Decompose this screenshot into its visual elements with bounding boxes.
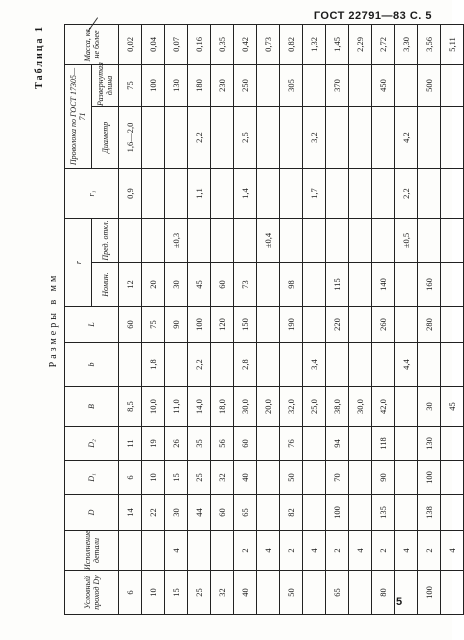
cell-r1 <box>326 169 349 219</box>
cell-d2: 76 <box>280 427 303 461</box>
cell-r1: 2,2 <box>395 169 418 219</box>
cell-du: 15 <box>165 571 188 615</box>
cell-l: 75 <box>142 307 165 343</box>
cell-d1: 32 <box>211 461 234 495</box>
cell-mass: 3,30 <box>395 24 418 64</box>
cell-d <box>211 107 234 169</box>
cell-dev <box>119 219 142 263</box>
cell-len <box>349 64 372 106</box>
cell-b: 32,0 <box>280 387 303 427</box>
cell-b <box>349 343 372 387</box>
cell-len <box>441 64 464 106</box>
cell-len <box>257 64 280 106</box>
cell-l: 150 <box>234 307 257 343</box>
cell-isp: 2 <box>280 531 303 571</box>
col-du: Условный проход Dу <box>65 571 119 615</box>
cell-d2 <box>303 427 326 461</box>
cell-b: 11,0 <box>165 387 188 427</box>
cell-b: 38,0 <box>326 387 349 427</box>
cell-r1 <box>280 169 303 219</box>
cell-l <box>349 307 372 343</box>
cell-l: 100 <box>188 307 211 343</box>
cell-r1 <box>257 169 280 219</box>
cell-d <box>441 495 464 531</box>
cell-d1: 25 <box>188 461 211 495</box>
cell-d <box>257 107 280 169</box>
table-row <box>372 24 395 614</box>
cell-d: 30 <box>165 495 188 531</box>
cell-r <box>303 263 326 307</box>
cell-len: 180 <box>188 64 211 106</box>
cell-d <box>142 107 165 169</box>
cell-d1: 50 <box>280 461 303 495</box>
cell-d1: 10 <box>142 461 165 495</box>
cell-d1 <box>349 461 372 495</box>
cell-mass: 0,02 <box>119 24 142 64</box>
cell-r: 20 <box>142 263 165 307</box>
cell-isp <box>142 531 165 571</box>
rotated-table-block <box>34 25 457 615</box>
cell-d1: 15 <box>165 461 188 495</box>
table-row <box>349 24 372 614</box>
dimensions-table <box>64 24 464 615</box>
cell-d <box>303 495 326 531</box>
cell-d2 <box>257 427 280 461</box>
cell-r1: 1,4 <box>234 169 257 219</box>
col-mass: Масса, кг, не более <box>65 24 119 64</box>
cell-r: 98 <box>280 263 303 307</box>
table-row <box>188 24 211 614</box>
table-header-row <box>65 24 92 614</box>
cell-dev: ±0,4 <box>257 219 280 263</box>
table-body <box>119 24 464 614</box>
col-isp: Исполнение детали <box>65 531 119 571</box>
cell-du: 10 <box>142 571 165 615</box>
cell-dev: ±0,3 <box>165 219 188 263</box>
cell-r: 115 <box>326 263 349 307</box>
cell-b: 14,0 <box>188 387 211 427</box>
cell-b: 18,0 <box>211 387 234 427</box>
cell-d2: 130 <box>418 427 441 461</box>
cell-d1 <box>257 461 280 495</box>
cell-d2: 11 <box>119 427 142 461</box>
cell-b: 42,0 <box>372 387 395 427</box>
cell-d2: 35 <box>188 427 211 461</box>
cell-mass: 2,72 <box>372 24 395 64</box>
cell-dev <box>441 219 464 263</box>
cell-r1 <box>211 169 234 219</box>
cell-b <box>165 343 188 387</box>
cell-d <box>441 107 464 169</box>
cell-d: 3,2 <box>303 107 326 169</box>
cell-r: 160 <box>418 263 441 307</box>
table-row <box>234 24 257 614</box>
cell-b <box>395 387 418 427</box>
cell-du <box>303 571 326 615</box>
cell-d1: 100 <box>418 461 441 495</box>
cell-dev <box>349 219 372 263</box>
page-number: 5 <box>396 596 403 608</box>
col-l: L <box>65 307 119 343</box>
cell-b: 25,0 <box>303 387 326 427</box>
cell-dev <box>188 219 211 263</box>
cell-r1: 1,1 <box>188 169 211 219</box>
cell-dev <box>234 219 257 263</box>
cell-b: 8,5 <box>119 387 142 427</box>
cell-l <box>441 307 464 343</box>
cell-d1: 40 <box>234 461 257 495</box>
table-row <box>280 24 303 614</box>
cell-b <box>257 343 280 387</box>
cell-b: 45 <box>441 387 464 427</box>
cell-isp: 2 <box>418 531 441 571</box>
cell-d: 44 <box>188 495 211 531</box>
cell-r1 <box>165 169 188 219</box>
table-row <box>257 24 280 614</box>
cell-du: 50 <box>280 571 303 615</box>
table-row <box>303 24 326 614</box>
cell-r: 140 <box>372 263 395 307</box>
cell-mass: 0,04 <box>142 24 165 64</box>
cell-l <box>395 307 418 343</box>
cell-d2: 94 <box>326 427 349 461</box>
col-r1: r₁ <box>65 169 119 219</box>
cell-d2: 19 <box>142 427 165 461</box>
cell-isp: 2 <box>326 531 349 571</box>
cell-isp: 4 <box>165 531 188 571</box>
cell-b <box>441 343 464 387</box>
cell-dev <box>303 219 326 263</box>
cell-len <box>395 64 418 106</box>
cell-mass: 0,35 <box>211 24 234 64</box>
cell-r <box>395 263 418 307</box>
table-row <box>441 24 464 614</box>
cell-d2: 26 <box>165 427 188 461</box>
cell-dev: ±0,5 <box>395 219 418 263</box>
cell-dev <box>326 219 349 263</box>
cell-len: 370 <box>326 64 349 106</box>
cell-len: 305 <box>280 64 303 106</box>
col-d: D <box>65 495 119 531</box>
cell-isp: 4 <box>395 531 418 571</box>
cell-b: 20,0 <box>257 387 280 427</box>
cell-d: 135 <box>372 495 395 531</box>
cell-d2: 60 <box>234 427 257 461</box>
cell-d <box>349 495 372 531</box>
cell-isp <box>119 531 142 571</box>
cell-d <box>326 107 349 169</box>
cell-len: 450 <box>372 64 395 106</box>
col-wire-diameter: Диаметр <box>92 107 119 169</box>
cell-b: 10,0 <box>142 387 165 427</box>
col-b-upper: B <box>65 387 119 427</box>
cell-isp <box>188 531 211 571</box>
col-r-dev: Пред. откл. <box>92 219 119 263</box>
cell-du: 32 <box>211 571 234 615</box>
cell-b <box>418 343 441 387</box>
cell-r <box>349 263 372 307</box>
cell-l: 60 <box>119 307 142 343</box>
cell-b <box>326 343 349 387</box>
cell-dev <box>372 219 395 263</box>
cell-len <box>303 64 326 106</box>
page-header: ГОСТ 22791—83 С. 5 <box>313 10 432 22</box>
cell-dev <box>211 219 234 263</box>
col-r: r <box>65 219 92 307</box>
cell-d: 2,5 <box>234 107 257 169</box>
col-wire-length: Развернутая длина <box>92 64 119 106</box>
cell-d <box>372 107 395 169</box>
cell-l: 280 <box>418 307 441 343</box>
cell-b: 30 <box>418 387 441 427</box>
cell-d1: 90 <box>372 461 395 495</box>
cell-isp: 4 <box>257 531 280 571</box>
cell-mass: 2,29 <box>349 24 372 64</box>
col-wire: Проволока по ГОСТ 17305—71 <box>65 64 92 168</box>
cell-d <box>257 495 280 531</box>
cell-d: 2,2 <box>188 107 211 169</box>
cell-mass: 0,42 <box>234 24 257 64</box>
cell-du: 100 <box>418 571 441 615</box>
cell-mass: 3,56 <box>418 24 441 64</box>
cell-r1: 1,7 <box>303 169 326 219</box>
cell-d2 <box>395 427 418 461</box>
cell-d: 65 <box>234 495 257 531</box>
table-units: Размеры в мм <box>48 272 59 368</box>
cell-d: 1,6—2,0 <box>119 107 142 169</box>
cell-l: 220 <box>326 307 349 343</box>
cell-l: 260 <box>372 307 395 343</box>
cell-len: 75 <box>119 64 142 106</box>
cell-d2 <box>349 427 372 461</box>
cell-d1 <box>303 461 326 495</box>
cell-r1 <box>372 169 395 219</box>
cell-isp: 4 <box>349 531 372 571</box>
cell-b: 30,0 <box>234 387 257 427</box>
cell-d1: 6 <box>119 461 142 495</box>
cell-d: 14 <box>119 495 142 531</box>
table-row <box>119 24 142 614</box>
cell-isp: 2 <box>372 531 395 571</box>
cell-r: 45 <box>188 263 211 307</box>
cell-d2: 118 <box>372 427 395 461</box>
cell-b <box>211 343 234 387</box>
cell-b: 3,4 <box>303 343 326 387</box>
cell-l: 90 <box>165 307 188 343</box>
cell-d1 <box>441 461 464 495</box>
cell-b: 1,8 <box>142 343 165 387</box>
cell-d: 100 <box>326 495 349 531</box>
cell-b <box>372 343 395 387</box>
cell-b: 2,2 <box>188 343 211 387</box>
cell-dev <box>418 219 441 263</box>
cell-isp: 4 <box>303 531 326 571</box>
cell-mass: 0,82 <box>280 24 303 64</box>
cell-du <box>349 571 372 615</box>
cell-len: 500 <box>418 64 441 106</box>
cell-l: 190 <box>280 307 303 343</box>
cell-dev <box>280 219 303 263</box>
col-r-nom: Номин. <box>92 263 119 307</box>
cell-d: 138 <box>418 495 441 531</box>
cell-du: 65 <box>326 571 349 615</box>
cell-d <box>418 107 441 169</box>
col-b-lower: b <box>65 343 119 387</box>
cell-r: 73 <box>234 263 257 307</box>
cell-r1 <box>418 169 441 219</box>
col-d2: D₂ <box>65 427 119 461</box>
cell-du: 40 <box>234 571 257 615</box>
cell-len: 250 <box>234 64 257 106</box>
cell-du <box>441 571 464 615</box>
cell-len: 130 <box>165 64 188 106</box>
cell-d <box>280 107 303 169</box>
cell-du <box>257 571 280 615</box>
cell-d2 <box>441 427 464 461</box>
cell-du: 25 <box>188 571 211 615</box>
cell-b: 4,4 <box>395 343 418 387</box>
table-row <box>418 24 441 614</box>
cell-l: 120 <box>211 307 234 343</box>
cell-r1 <box>142 169 165 219</box>
cell-isp: 2 <box>234 531 257 571</box>
table-row <box>165 24 188 614</box>
cell-r <box>257 263 280 307</box>
cell-isp: 4 <box>441 531 464 571</box>
table-row <box>395 24 418 614</box>
cell-d: 60 <box>211 495 234 531</box>
cell-r: 12 <box>119 263 142 307</box>
cell-r <box>441 263 464 307</box>
cell-d2: 56 <box>211 427 234 461</box>
cell-mass: 5,11 <box>441 24 464 64</box>
cell-du: 80 <box>372 571 395 615</box>
cell-d: 22 <box>142 495 165 531</box>
cell-d1: 70 <box>326 461 349 495</box>
cell-d <box>349 107 372 169</box>
cell-d: 4,2 <box>395 107 418 169</box>
cell-r1 <box>441 169 464 219</box>
cell-r: 30 <box>165 263 188 307</box>
cell-b: 2,8 <box>234 343 257 387</box>
cell-isp <box>211 531 234 571</box>
cell-l <box>257 307 280 343</box>
cell-b <box>119 343 142 387</box>
cell-mass: 1,32 <box>303 24 326 64</box>
cell-d <box>395 495 418 531</box>
cell-dev <box>142 219 165 263</box>
table-title: Таблица 1 <box>34 25 45 89</box>
cell-r1 <box>349 169 372 219</box>
table-row <box>211 24 234 614</box>
cell-d1 <box>395 461 418 495</box>
table-row <box>142 24 165 614</box>
cell-l <box>303 307 326 343</box>
table-row <box>326 24 349 614</box>
cell-len: 230 <box>211 64 234 106</box>
cell-r: 60 <box>211 263 234 307</box>
col-d1: D₁ <box>65 461 119 495</box>
cell-b: 30,0 <box>349 387 372 427</box>
cell-len: 100 <box>142 64 165 106</box>
cell-d: 82 <box>280 495 303 531</box>
cell-mass: 0,16 <box>188 24 211 64</box>
cell-b <box>280 343 303 387</box>
cell-r1: 0,9 <box>119 169 142 219</box>
cell-du: 6 <box>119 571 142 615</box>
cell-mass: 1,45 <box>326 24 349 64</box>
cell-mass: 0,07 <box>165 24 188 64</box>
cell-d <box>165 107 188 169</box>
cell-mass: 0,73 <box>257 24 280 64</box>
